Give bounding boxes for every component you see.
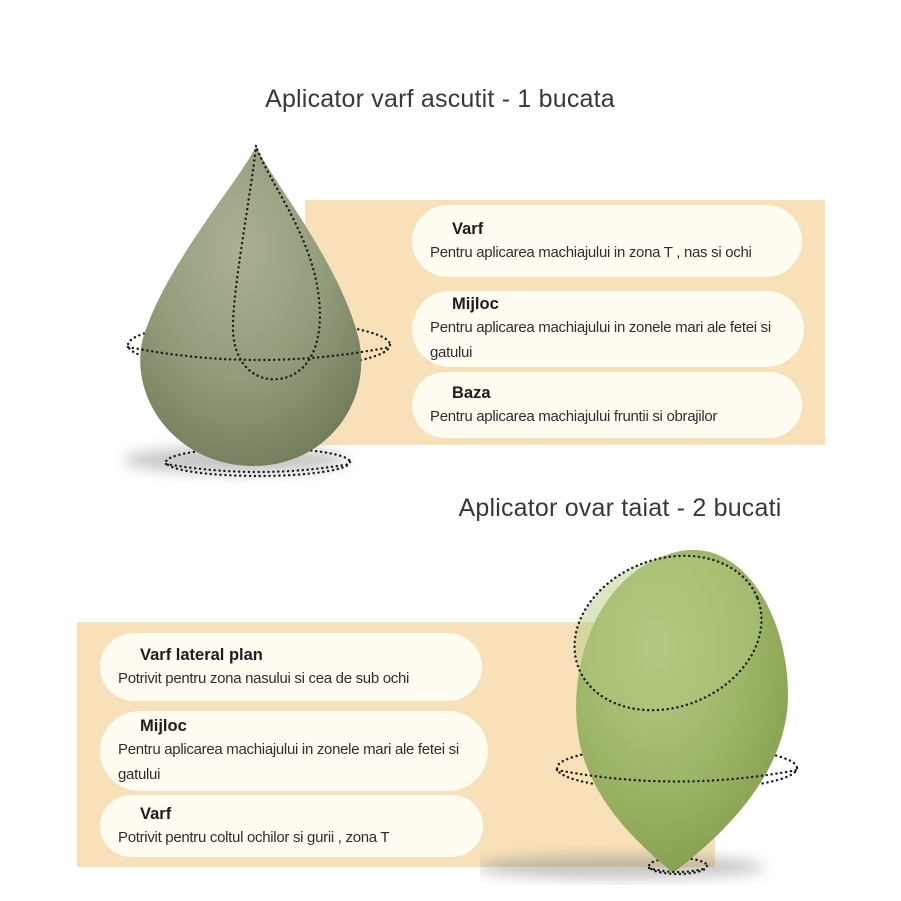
pill-mijloc-top: [412, 291, 804, 367]
pill-label: Mijloc: [140, 717, 187, 735]
pill-baza-top: [412, 372, 802, 438]
pill-label: Mijloc: [452, 295, 499, 313]
pill-desc: Pentru aplicarea machiajului in zona T , nas si ochi: [430, 243, 752, 261]
pill-desc: Potrivit pentru zona nasului si cea de sub ochi: [118, 669, 410, 687]
pill-desc: Pentru aplicarea machiajului in zonele mari ale fetei si gatului: [430, 319, 771, 361]
pill-desc: Pentru aplicarea machiajului fruntii si obrajilor: [430, 407, 718, 425]
section1-title: Aplicator varf ascutit - 1 bucata: [265, 85, 615, 113]
pill-label: Varf: [140, 804, 172, 823]
tip-bottom-front-arc: [649, 868, 707, 872]
pill-varf-bottom: [100, 795, 483, 857]
base-zone-front-arc: [166, 464, 350, 472]
pill-label: Baza: [452, 383, 491, 402]
section2-title: Aplicator ovar taiat - 2 bucati: [458, 494, 782, 522]
pill-desc: Potrivit pentru coltul ochilor si gurii , zona T: [118, 828, 390, 846]
pill-varf-top: [412, 205, 802, 277]
pill-desc: Pentru aplicarea machiajului in zonele mari ale fetei si gatului: [118, 741, 459, 783]
pill-label: Varf: [452, 219, 484, 238]
pill-varf-lateral-plan: [100, 633, 482, 701]
pill-mijloc-bottom: [100, 711, 488, 791]
base-zone-dotted-ellipse: [166, 448, 350, 476]
sponge-shadow: [123, 447, 347, 473]
pill-label: Varf lateral plan: [140, 645, 263, 664]
